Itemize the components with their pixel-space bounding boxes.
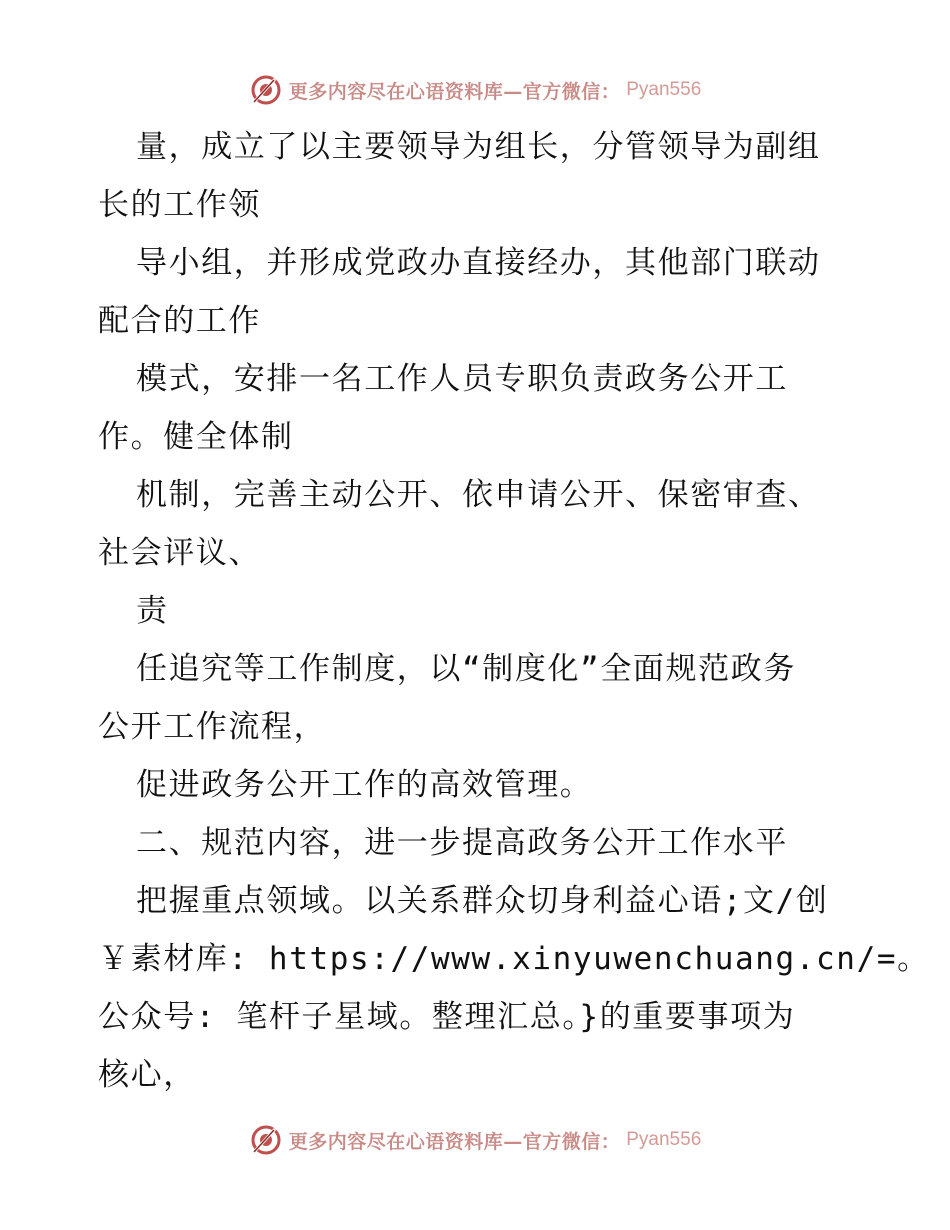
text-line: 任追究等工作制度，以“制度化”全面规范政务 <box>136 651 796 687</box>
text-line: 长的工作领 <box>98 187 261 223</box>
header-watermark <box>0 70 950 110</box>
text-line: 把握重点领域。以关系群众切身利益心语;文/创 <box>136 883 829 919</box>
text-line: 模式，安排一名工作人员专职负责政务公开工 <box>136 361 788 397</box>
text-line: 公众号: 笔杆子星域。整理汇总。}的重要事项为 <box>98 999 796 1035</box>
text-line: 核心， <box>98 1057 196 1093</box>
watermark-account: Pyan556 <box>626 1129 702 1150</box>
text-line: 量，成立了以主要领导为组长，分管领导为副组 <box>136 129 821 165</box>
text-line: 配合的工作 <box>98 303 261 339</box>
watermark-text: 更多内容尽在心语资料库—官方微信： <box>288 1130 621 1153</box>
brush-circle-icon <box>249 73 283 107</box>
text-line: 机制，完善主动公开、依申请公开、保密审查、 <box>136 477 821 513</box>
text-line: 责 <box>136 593 169 629</box>
text-line: 公开工作流程， <box>98 709 327 745</box>
text-line: 作。健全体制 <box>98 419 294 455</box>
footer-watermark <box>0 1120 950 1160</box>
section-heading: 二、规范内容，进一步提高政务公开工作水平 <box>136 825 788 861</box>
text-line: 促进政务公开工作的高效管理。 <box>136 767 593 803</box>
brush-circle-icon <box>249 1123 283 1157</box>
text-line: ￥素材库: https://www.xinyuwenchuang.cn/=。 <box>98 941 930 977</box>
watermark-account: Pyan556 <box>626 79 702 100</box>
text-line: 导小组，并形成党政办直接经办，其他部门联动 <box>136 245 821 281</box>
text-line: 社会评议、 <box>98 535 261 571</box>
watermark-text: 更多内容尽在心语资料库—官方微信： <box>288 80 621 103</box>
